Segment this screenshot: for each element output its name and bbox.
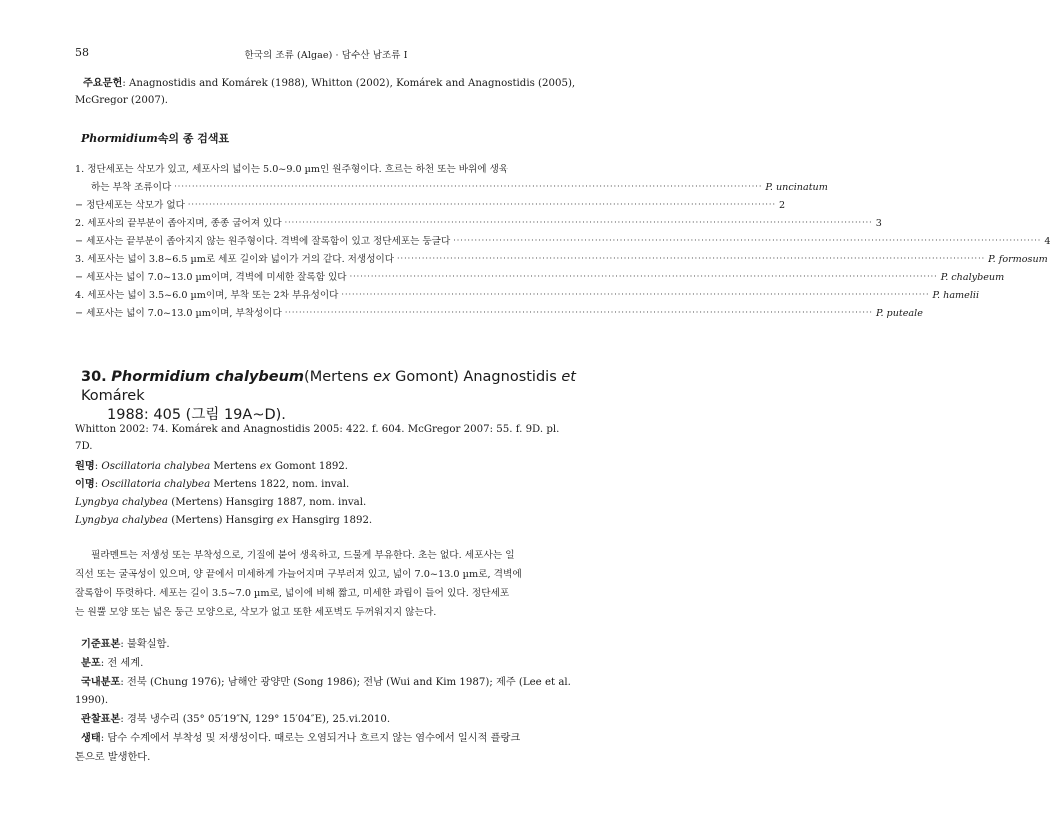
key-row-lead: − 세포사는 넓이 7.0~13.0 µm이며, 격벽에 미세한 잘록함 있다	[75, 272, 347, 283]
type-label: 기준표본	[81, 638, 121, 650]
key-row-result: P. puteale	[875, 308, 923, 319]
leader-dots: ······································································································································································	[397, 254, 986, 263]
basionym-authority: Gomont 1892.	[271, 461, 349, 472]
key-row-lead: 하는 부착 조류이다	[91, 182, 172, 193]
key-row	[75, 230, 1050, 247]
basionym-name: Oscillatoria chalybea	[101, 461, 211, 472]
species-heading	[81, 368, 581, 425]
synonym-line: 이명: Oscillatoria chalybea Mertens 1822, nom. inval.	[75, 478, 350, 490]
references-paragraph	[75, 75, 579, 109]
authority-et: et	[561, 369, 576, 385]
key-row-lead: 1. 정단세포는 삭모가 있고, 세포사의 넓이는 5.0~9.0 µm인 원주형이다. 흐르는 하천 또는 바위에 생육	[75, 164, 509, 175]
synonym-name: Lyngbya chalybea	[75, 515, 168, 526]
authority-ex: ex	[259, 461, 272, 472]
key-row-result: P. uncinatum	[765, 182, 828, 193]
key-row-lead: 4. 세포사는 넓이 3.5~6.0 µm이며, 부착 또는 2차 부유성이다	[75, 290, 339, 301]
key-row-lead: 2. 세포사의 끝부분이 좁아지며, 종종 굽어져 있다	[75, 218, 282, 229]
synonym-authority: (Mertens) Hansgirg	[168, 515, 277, 526]
specimen-value: : 경북 냉수리 (35° 05′19″N, 129° 15′04″E), 25.vi.2010.	[120, 714, 391, 725]
description-line: 직선 또는 굴곡성이 있으며, 양 끝에서 미세하게 가늘어지며 구부러져 있고, 넓이 7.0~13.0 µm로, 격벽에	[75, 569, 522, 580]
key-row-result: 2	[779, 200, 786, 211]
key-row-result: 3	[875, 218, 882, 229]
ecology-label: 생태	[81, 732, 101, 744]
basionym-authority: Mertens	[210, 461, 260, 472]
distribution-label: 분포	[81, 657, 101, 669]
specimen-line	[81, 711, 585, 728]
synonym-line	[75, 494, 579, 511]
leader-dots: ······································································································································································	[284, 308, 873, 317]
page-number: 58	[75, 46, 89, 59]
key-title	[81, 130, 229, 146]
synonym-authority: Mertens 1822, nom. inval.	[210, 479, 350, 490]
authority-ex: ex	[276, 515, 289, 526]
basionym-line: 원명: Oscillatoria chalybea Mertens ex Gomont 1892.	[75, 460, 349, 472]
references-label: 주요문헌	[83, 77, 123, 89]
description-line: 는 원뿔 모양 또는 넓은 둥근 모양으로, 삭모가 없고 또한 세포벽도 두꺼워지지 않는다.	[75, 607, 437, 618]
references-text: : Anagnostidis and Komárek (1988), Whitton (2002), Komárek and Anagnostidis (2005), McGregor (2007).	[75, 78, 576, 106]
running-title: 한국의 조류 (Algae) · 담수산 남조류 I	[244, 50, 408, 61]
key-row	[75, 158, 579, 175]
korean-distribution-cont: 1990).	[75, 695, 109, 706]
synonym-authority: Hansgirg 1892.	[288, 515, 373, 526]
key-row	[75, 194, 786, 211]
key-row-lead: − 정단세포는 삭모가 없다	[75, 200, 185, 211]
leader-dots: ······································································································································································	[284, 218, 873, 227]
leader-dots: ······································································································································································	[453, 236, 1042, 245]
synonym-label: 이명	[75, 478, 95, 490]
distribution-line	[81, 655, 585, 672]
authority-part: Gomont) Anagnostidis	[390, 369, 562, 385]
key-row-result: P. chalybeum	[940, 272, 1005, 283]
species-number: 30.	[81, 369, 107, 385]
literature-citations: Whitton 2002: 74. Komárek and Anagnostidis 2005: 422. f. 604. McGregor 2007: 55. f. 9D. pl. 7D.	[75, 424, 560, 452]
key-row	[75, 284, 980, 301]
korean-distribution-label: 국내분포	[81, 676, 121, 688]
leader-dots: ······································································································································································	[187, 200, 777, 209]
description-line: 필라멘트는 저생성 또는 부착성으로, 기질에 붙어 생육하고, 드물게 부유한다. 초는 없다. 세포사는 일	[91, 550, 515, 561]
key-title-rest: 속의 종 검색표	[157, 132, 230, 145]
key-row	[75, 302, 923, 319]
synonym-line	[75, 512, 579, 529]
species-authority: (Mertens	[304, 369, 374, 385]
key-row-lead: 3. 세포사는 넓이 3.8~6.5 µm로 세포 길이와 넓이가 거의 같다. 저생성이다	[75, 254, 395, 265]
synonym-name: Lyngbya chalybea	[75, 497, 168, 508]
korean-distribution-line	[81, 674, 579, 691]
key-row	[75, 266, 1005, 283]
ecology-cont: 톤으로 발생한다.	[75, 752, 151, 763]
key-row-result: P. formosum	[988, 254, 1048, 265]
key-row-result: P. hamelii	[932, 290, 980, 301]
key-row	[91, 176, 828, 193]
leader-dots: ······································································································································································	[174, 182, 763, 191]
key-row	[75, 212, 882, 229]
key-row-result: 4	[1044, 236, 1050, 247]
ecology-value: : 담수 수계에서 부착성 및 저생성이다. 때로는 오염되거나 흐르지 않는 염수에서 일시적 플랑크	[100, 733, 521, 744]
key-title-genus: Phormidium	[81, 132, 158, 145]
basionym-label: 원명	[75, 460, 95, 472]
korean-distribution-value: : 전북 (Chung 1976); 남해안 광양만 (Song 1986); 전남 (Wui and Kim 1987); 제주 (Lee et al.	[120, 677, 571, 688]
leader-dots: ······································································································································································	[341, 290, 930, 299]
specimen-label: 관찰표본	[81, 713, 121, 725]
ecology-line	[81, 730, 579, 747]
synonym-authority: (Mertens) Hansgirg 1887, nom. inval.	[168, 497, 367, 508]
key-row	[75, 248, 1048, 265]
key-row-lead: − 세포사는 끝부분이 좁아지지 않는 원주형이다. 격벽에 잘록함이 있고 정단세포는 둥글다	[75, 236, 451, 247]
key-row-lead: − 세포사는 넓이 7.0~13.0 µm이며, 부착성이다	[75, 308, 282, 319]
species-name: Phormidium chalybeum	[111, 369, 305, 385]
type-specimen-line	[81, 636, 585, 653]
authority-ex: ex	[373, 369, 391, 385]
distribution-value: : 전 세계.	[100, 658, 144, 669]
species-citation-year: 1988: 405 (그림 19A~D).	[107, 407, 286, 423]
synonym-name: Oscillatoria chalybea	[101, 479, 211, 490]
leader-dots: ······································································································································································	[349, 272, 938, 281]
authority-part: Komárek	[81, 388, 145, 404]
description-line: 잘록함이 뚜렷하다. 세포는 길이 3.5~7.0 µm로, 넓이에 비해 짧고, 미세한 과립이 들어 있다. 정단세포	[75, 588, 510, 599]
type-value: : 불확실함.	[120, 639, 170, 650]
